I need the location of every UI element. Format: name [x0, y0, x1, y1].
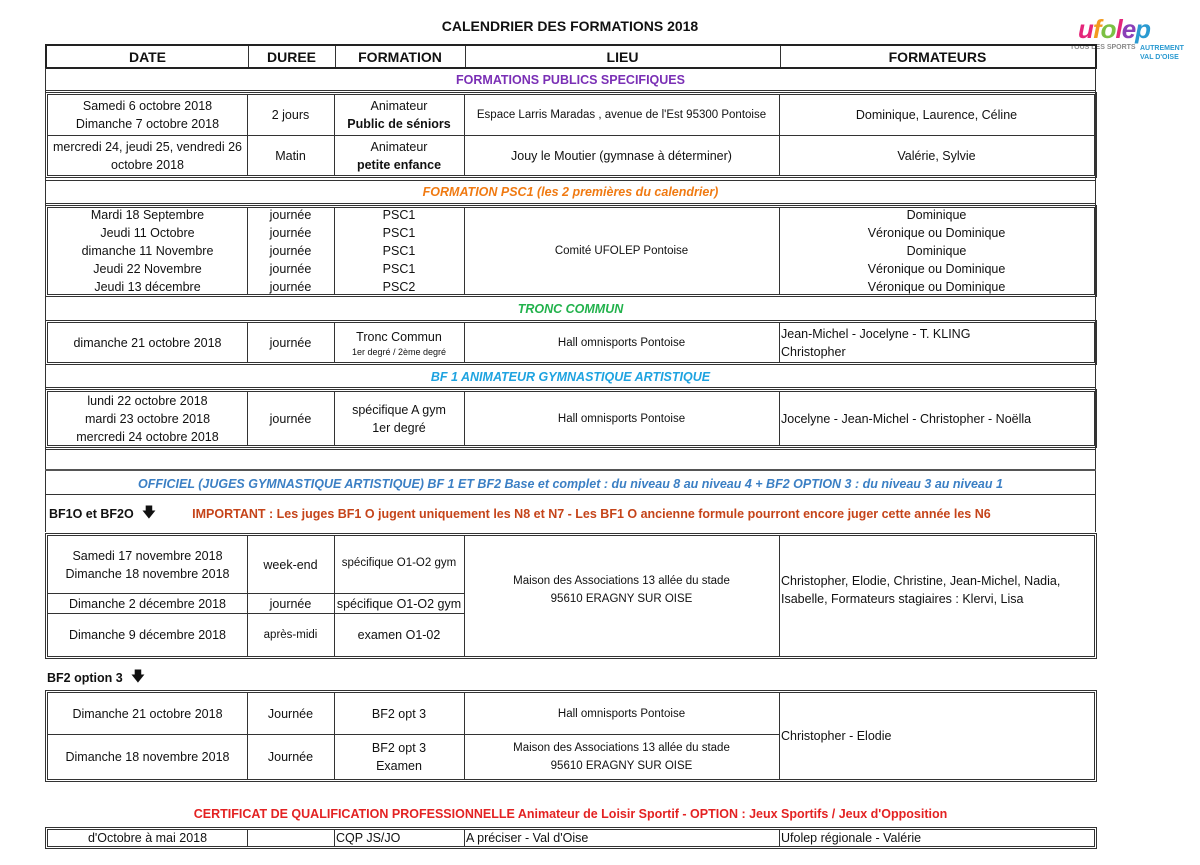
table-cell-date: dimanche 21 octobre 2018 — [73, 335, 222, 350]
header-duree: DUREE — [266, 48, 316, 65]
table-cell-formateurs: Dominique, Laurence, Céline — [855, 108, 1018, 122]
section-title-publics: FORMATIONS PUBLICS SPECIFIQUES — [45, 69, 1096, 91]
table-cell-date: lundi 22 octobre 2018 mardi 23 octobre 2018 mercredi 24 octobre 2018 — [76, 393, 219, 444]
header-formateurs: FORMATEURS — [888, 48, 987, 65]
logo-tagline-right: AUTREMENT VAL D'OISE — [1140, 45, 1184, 61]
table-cell-duree: 2 jours — [271, 108, 310, 122]
table-cell-duree: journée — [269, 596, 312, 611]
table-cell-date: Dimanche 9 décembre 2018 — [68, 628, 227, 642]
table-cell-formation: BF2 opt 3 — [371, 706, 427, 721]
table-cell-formateurs: Jocelyne - Jean-Michel - Christopher - Noëlla — [781, 411, 1032, 426]
table-cell-formateurs: Jean-Michel - Jocelyne - T. KLING Christopher — [781, 326, 971, 359]
table-cell-formateurs: Christopher, Elodie, Christine, Jean-Michel, Nadia, Isabelle, Formateurs stagiaires : Klervi, Lisa — [781, 574, 1061, 606]
table-cell-formation: CQP JS/JO — [336, 831, 401, 845]
table-cell-lieu: Hall omnisports Pontoise — [557, 412, 686, 425]
table-cell-date: Samedi 17 novembre 2018 Dimanche 18 novembre 2018 — [65, 548, 230, 581]
table-cell-formateurs: Ufolep régionale - Valérie — [781, 831, 922, 845]
officiel-label: BF1O et BF2O — [49, 507, 134, 521]
section-title-psc1: FORMATION PSC1 (les 2 premières du calendrier) — [45, 180, 1096, 204]
table-cell-lieu: Jouy le Moutier (gymnase à déterminer) — [511, 148, 732, 163]
table-cell-formation: spécifique O1-O2 gym — [336, 596, 462, 611]
table-cell-formation: examen O1-02 — [357, 628, 441, 642]
table-cell-lieu: Hall omnisports Pontoise — [557, 707, 686, 720]
table-cell-lieu: Espace Larris Maradas , avenue de l'Est 95300 Pontoise — [476, 109, 767, 121]
table-cell-lieu: Hall omnisports Pontoise — [557, 336, 686, 349]
table-cell-formation: Tronc Commun 1er degré / 2ème degré — [351, 329, 447, 357]
table-cell-duree: Journée — [267, 750, 314, 764]
section-title-cqp: CERTIFICAT DE QUALIFICATION PROFESSIONNELLE Animateur de Loisir Sportif - OPTION : Jeux Sportifs / Jeux d'Opposition — [193, 807, 948, 821]
arrow-down-icon: 🡇 — [141, 504, 157, 520]
header-formation: FORMATION — [358, 48, 442, 65]
bf2opt3-label-row — [47, 668, 145, 688]
logo-word: ufolep — [1078, 14, 1151, 44]
psc1-durees: journée journée journée journée journée — [269, 208, 312, 294]
section-title-bf1: BF 1 ANIMATEUR GYMNASTIQUE ARTISTIQUE — [45, 366, 1096, 388]
table-cell-formateurs: Christopher - Elodie — [781, 729, 892, 743]
section-title-tronc: TRONC COMMUN — [517, 302, 624, 316]
officiel-table — [45, 533, 1097, 659]
arrow-down-icon: 🡇 — [130, 668, 146, 684]
logo-tagline-left: TOUS LES SPORTS — [1070, 44, 1136, 51]
table-cell-formation: Animateur petite enfance — [356, 139, 442, 172]
psc1-table — [45, 205, 1097, 297]
table-cell-duree: après-midi — [263, 629, 318, 641]
page-title: CALENDRIER DES FORMATIONS 2018 — [441, 18, 699, 34]
officiel-label-row — [45, 496, 1096, 532]
table-cell-formation: spécifique A gym 1er degré — [352, 402, 446, 435]
officiel-important-note: IMPORTANT : Les juges BF1 O jugent uniquement les N8 et N7 - Les BF1 O ancienne formule pourront encore juger cette année les N6 — [192, 507, 991, 521]
psc1-formations: PSC1 PSC1 PSC1 PSC1 PSC2 — [382, 208, 416, 294]
table-cell-date: d'Octobre à mai 2018 — [87, 831, 208, 845]
table-cell-duree: Journée — [267, 706, 314, 721]
psc1-formateurs: Dominique Véronique ou Dominique Dominique Véronique ou Dominique Véronique ou Dominique — [867, 208, 1006, 294]
section-title-officiel: OFFICIEL (JUGES GYMNASTIQUE ARTISTIQUE) BF 1 ET BF2 Base et complet : du niveau 8 au niveau 4 + BF2 OPTION 3 : du niveau 3 au niveau 1 — [45, 473, 1096, 495]
bf1-table — [45, 389, 1097, 448]
empty-row — [45, 449, 1096, 471]
table-cell-lieu: Maison des Associations 13 allée du stade 95610 ERAGNY SUR OISE — [513, 575, 730, 605]
bf2opt3-label: BF2 option 3 — [47, 671, 123, 685]
table-cell-lieu: A préciser - Val d'Oise — [466, 831, 589, 845]
table-cell-date: Dimanche 18 novembre 2018 — [65, 750, 230, 764]
table-cell-duree: Matin — [275, 148, 306, 163]
table-cell-duree: journée — [269, 335, 312, 350]
table-header — [45, 44, 1097, 69]
publics-table — [45, 92, 1097, 178]
psc1-lieu: Comité UFOLEP Pontoise — [554, 245, 689, 257]
table-cell-formation: spécifique O1-O2 gym — [341, 557, 457, 569]
table-cell-duree: journée — [269, 411, 312, 426]
table-cell-formateurs: Valérie, Sylvie — [897, 148, 976, 163]
table-cell-date: Samedi 6 octobre 2018 Dimanche 7 octobre 2018 — [75, 99, 220, 131]
table-cell-lieu: Maison des Associations 13 allée du stade 95610 ERAGNY SUR OISE — [513, 742, 730, 772]
tronc-table — [45, 320, 1097, 365]
table-cell-duree — [247, 830, 334, 846]
header-lieu: LIEU — [606, 48, 639, 65]
table-cell-formation: BF2 opt 3 Examen — [371, 741, 427, 773]
table-cell-formation: Animateur Public de séniors — [347, 99, 451, 131]
psc1-dates: Mardi 18 Septembre Jeudi 11 Octobre dimanche 11 Novembre Jeudi 22 Novembre Jeudi 13 décembre — [81, 208, 214, 294]
table-cell-duree: week-end — [263, 557, 318, 572]
cqp-table — [45, 827, 1097, 849]
table-cell-date: mercredi 24, jeudi 25, vendredi 26 octobre 2018 — [52, 139, 242, 172]
table-cell-date: Dimanche 21 octobre 2018 — [72, 706, 223, 721]
bf2opt3-table — [45, 690, 1097, 782]
header-date: DATE — [128, 48, 167, 65]
table-cell-date: Dimanche 2 décembre 2018 — [68, 596, 227, 611]
